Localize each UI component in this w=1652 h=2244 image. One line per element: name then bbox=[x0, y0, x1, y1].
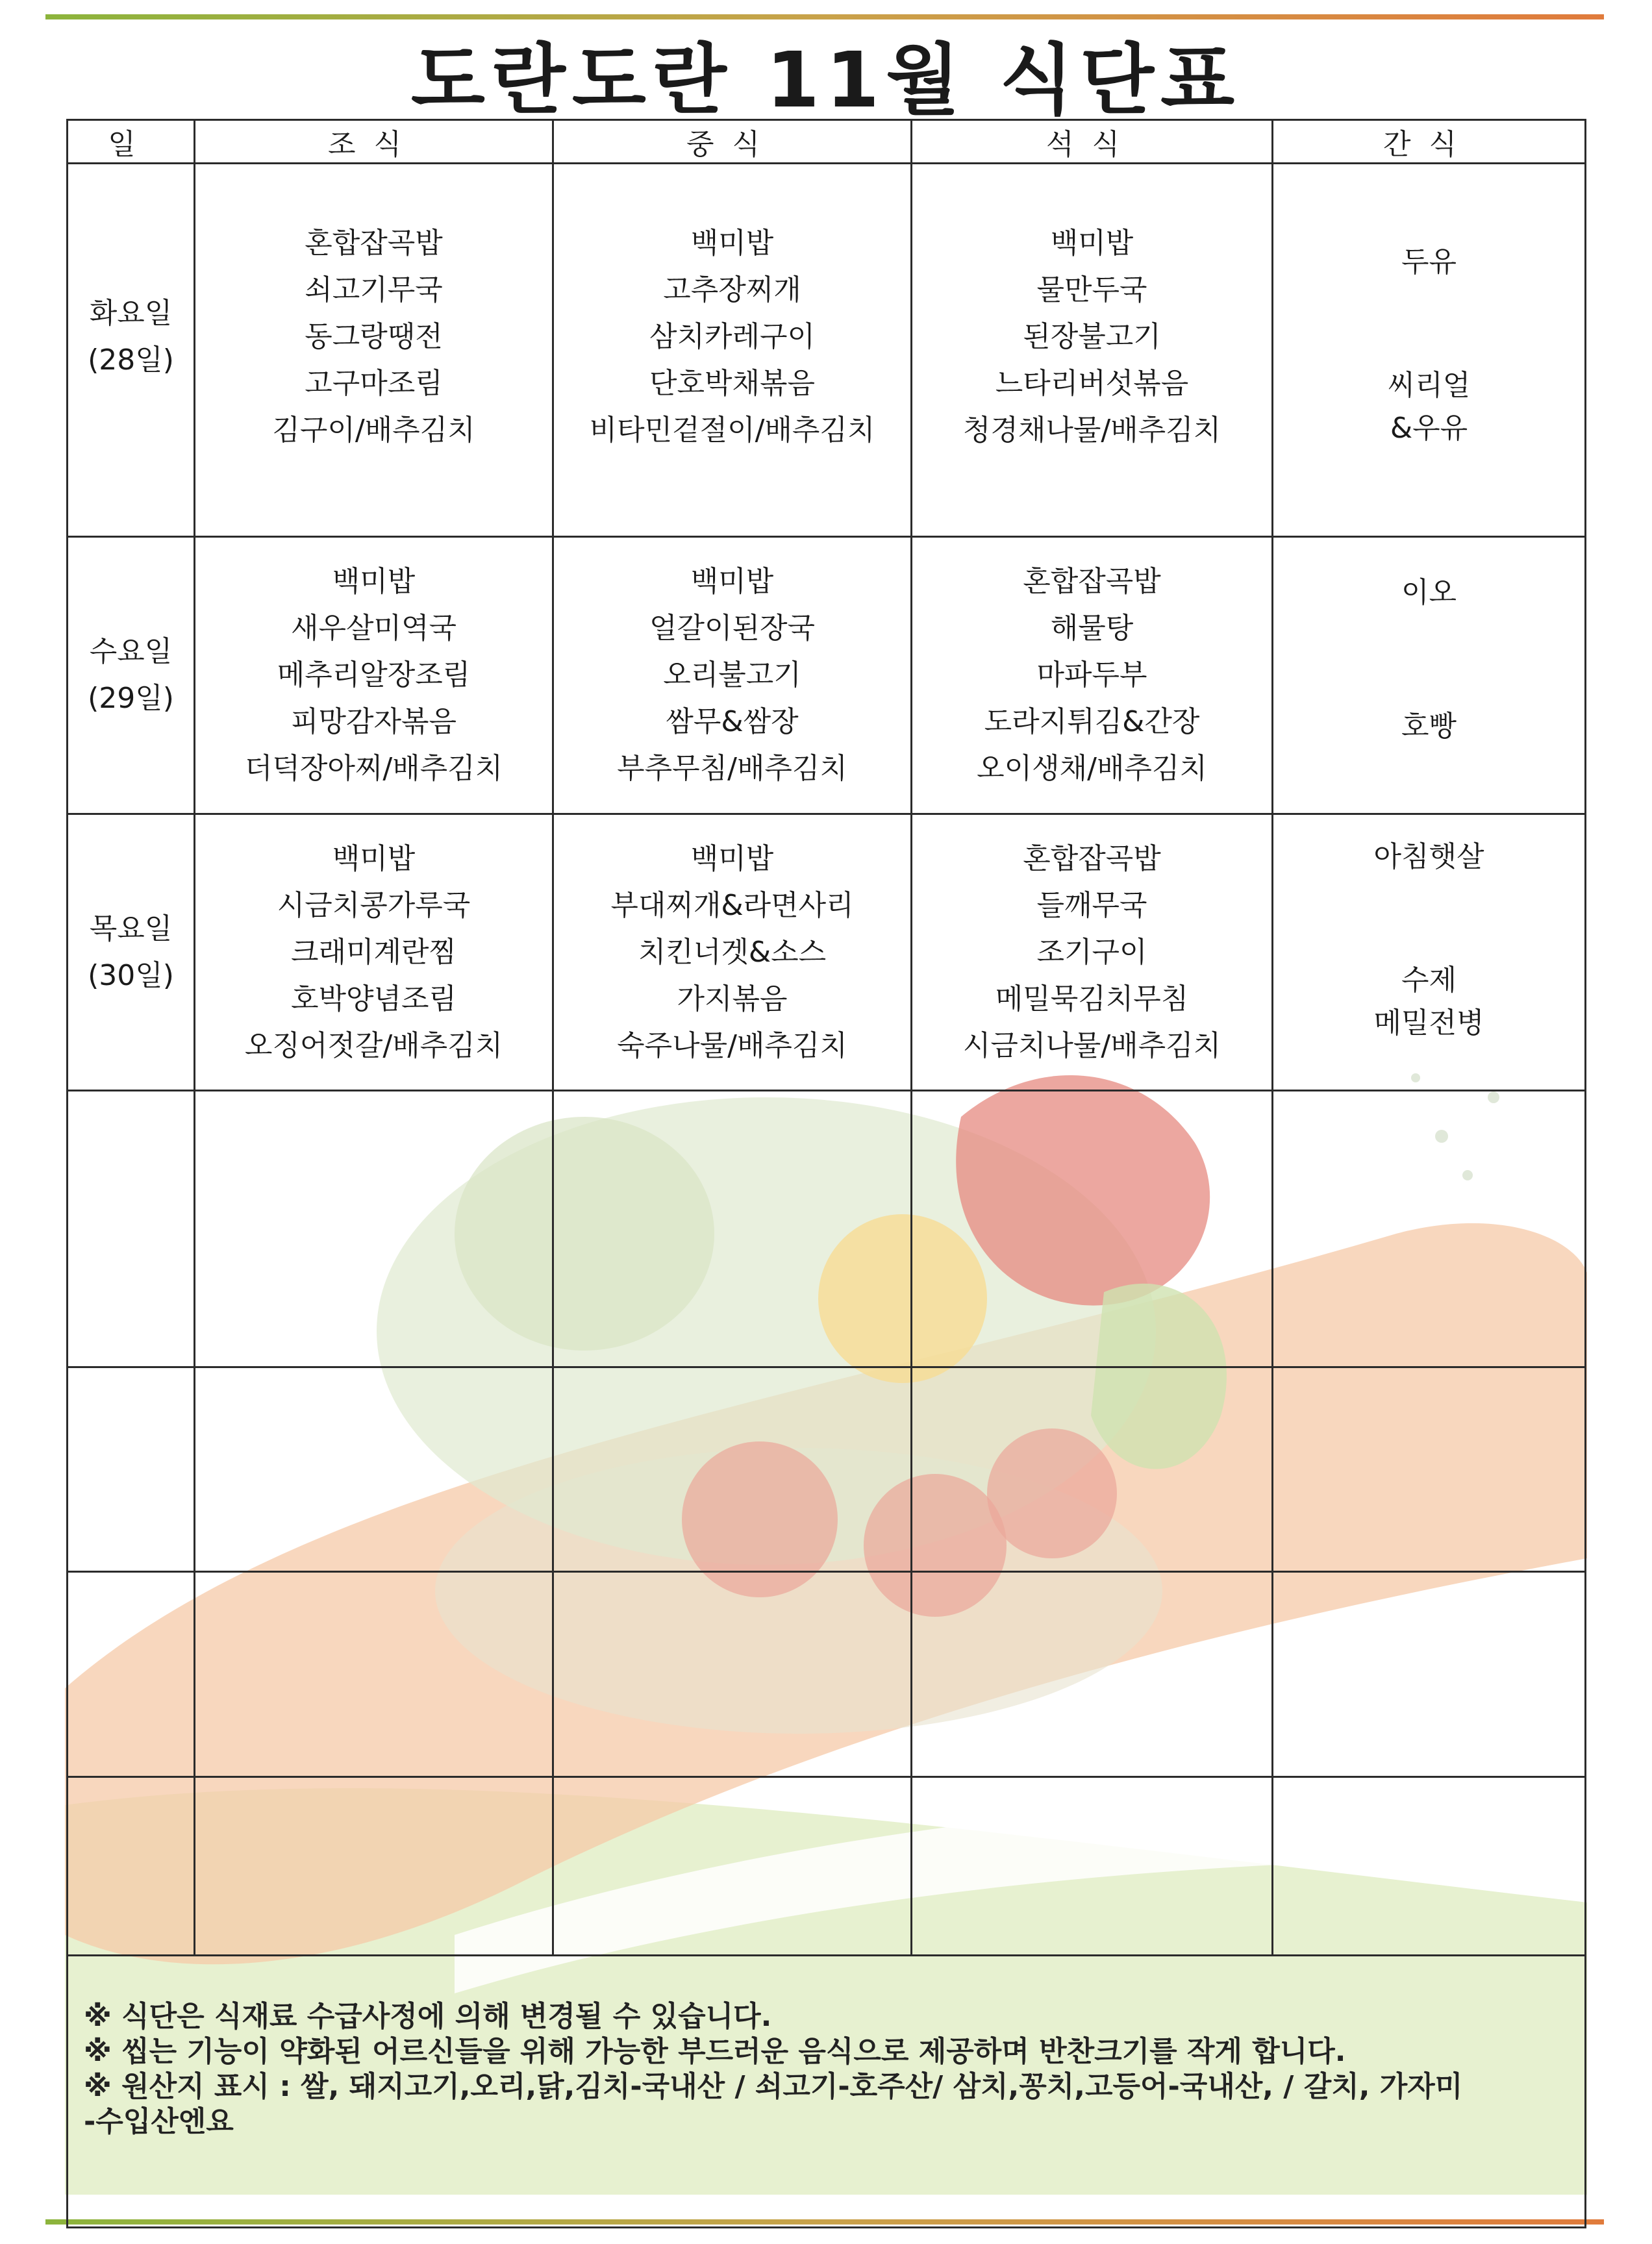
menu-item: 시금치콩가루국 bbox=[277, 888, 471, 922]
snack-item: 메밀전병 bbox=[1373, 1006, 1484, 1040]
menu-item: 메밀묵김치무침 bbox=[995, 982, 1189, 1016]
menu-item: 들깨무국 bbox=[1036, 888, 1147, 922]
header-row bbox=[68, 120, 1586, 164]
table-row bbox=[68, 164, 1586, 537]
menu-item: 백미밥 bbox=[690, 842, 774, 875]
menu-item: 백미밥 bbox=[332, 565, 416, 598]
empty-row bbox=[68, 1572, 1586, 1777]
menu-item: 가지볶음 bbox=[677, 982, 788, 1016]
menu-item: 부추무침/배추김치 bbox=[617, 752, 847, 785]
empty-row bbox=[68, 1091, 1586, 1367]
empty-cell bbox=[195, 1777, 553, 1956]
day-cell bbox=[68, 537, 195, 814]
lunch-cell bbox=[553, 814, 912, 1091]
empty-cell bbox=[553, 1367, 912, 1572]
menu-item: 조기구이 bbox=[1036, 935, 1147, 969]
menu-item: 삼치카레구이 bbox=[649, 320, 816, 353]
lunch-cell bbox=[553, 164, 912, 537]
notes-cell bbox=[68, 1956, 1586, 2228]
empty-cell bbox=[912, 1572, 1273, 1777]
menu-item: 혼합잡곡밥 bbox=[305, 227, 443, 260]
menu-item: 쇠고기무국 bbox=[305, 273, 443, 306]
menu-item: 오이생채/배추김치 bbox=[977, 752, 1207, 785]
empty-row bbox=[68, 1777, 1586, 1956]
empty-cell bbox=[912, 1091, 1273, 1367]
dinner-cell bbox=[912, 537, 1273, 814]
note-line: ※ 씹는 기능이 약화된 어르신들을 위해 가능한 부드러운 음식으로 제공하며 반찬크기를 작게 합니다. bbox=[84, 2035, 1346, 2068]
menu-item: 백미밥 bbox=[690, 227, 774, 260]
menu-item: 된장불고기 bbox=[1023, 320, 1161, 353]
empty-cell bbox=[68, 1572, 195, 1777]
menu-item: 얼갈이된장국 bbox=[649, 612, 816, 645]
menu-item: 부대찌개&라면사리 bbox=[610, 888, 854, 922]
header-snack: 간식 bbox=[1273, 120, 1586, 164]
menu-item: 해물탕 bbox=[1050, 612, 1134, 645]
dinner-cell bbox=[912, 814, 1273, 1091]
menu-item: 크래미계란찜 bbox=[290, 935, 457, 969]
snack-item: 두유 bbox=[1401, 245, 1457, 279]
menu-item: 고추장찌개 bbox=[663, 273, 801, 306]
snack-item: 호빵 bbox=[1401, 710, 1457, 743]
empty-cell bbox=[1273, 1367, 1586, 1572]
menu-item: 백미밥 bbox=[690, 565, 774, 598]
snack-cell bbox=[1273, 537, 1586, 814]
weekday-label: 화요일 bbox=[89, 297, 173, 330]
snack-item: 씨리얼 bbox=[1387, 369, 1471, 402]
snack-item: 수제 bbox=[1401, 964, 1457, 997]
dinner-cell bbox=[912, 164, 1273, 537]
note-line: ※ 식단은 식재료 수급사정에 의해 변경될 수 있습니다. bbox=[84, 2000, 772, 2033]
empty-cell bbox=[553, 1777, 912, 1956]
menu-item: 혼합잡곡밥 bbox=[1023, 842, 1161, 875]
menu-item: 호박양념조림 bbox=[290, 982, 457, 1016]
menu-item: 비타민겉절이/배추김치 bbox=[589, 414, 875, 447]
empty-cell bbox=[68, 1777, 195, 1956]
lunch-cell bbox=[553, 537, 912, 814]
snack-item: 아침햇살 bbox=[1373, 840, 1484, 873]
empty-row bbox=[68, 1367, 1586, 1572]
menu-item: 오징어젓갈/배추김치 bbox=[244, 1028, 503, 1062]
note-line: ※ 원산지 표시 : 쌀, 돼지고기,오리,닭,김치-국내산 / 쇠고기-호주산/ 삼치,꽁치,고등어-국내산, / 갈치, 가자미 bbox=[84, 2070, 1463, 2103]
header-dinner: 석식 bbox=[912, 120, 1273, 164]
empty-cell bbox=[195, 1572, 553, 1777]
header-day: 일 bbox=[68, 120, 195, 164]
breakfast-cell bbox=[195, 537, 553, 814]
menu-table bbox=[66, 119, 1586, 2228]
menu-item: 도라지튀김&간장 bbox=[984, 705, 1200, 738]
snack-cell bbox=[1273, 814, 1586, 1091]
date-label: (30일) bbox=[88, 958, 174, 992]
day-cell bbox=[68, 814, 195, 1091]
menu-item: 치킨너겟&소스 bbox=[638, 935, 827, 969]
table-row bbox=[68, 814, 1586, 1091]
notes-row bbox=[68, 1956, 1586, 2228]
menu-item: 숙주나물/배추김치 bbox=[617, 1028, 847, 1062]
menu-item: 시금치나물/배추김치 bbox=[962, 1028, 1221, 1062]
empty-cell bbox=[1273, 1777, 1586, 1956]
empty-cell bbox=[68, 1091, 195, 1367]
header-breakfast: 조식 bbox=[195, 120, 553, 164]
header-lunch: 중식 bbox=[553, 120, 912, 164]
menu-item: 동그랑땡전 bbox=[305, 320, 443, 353]
empty-cell bbox=[1273, 1572, 1586, 1777]
date-label: (28일) bbox=[88, 343, 174, 377]
day-cell bbox=[68, 164, 195, 537]
snack-item: 이오 bbox=[1401, 576, 1457, 609]
empty-cell bbox=[68, 1367, 195, 1572]
menu-item: 청경채나물/배추김치 bbox=[962, 414, 1221, 447]
table-row bbox=[68, 537, 1586, 814]
menu-item: 단호박채볶음 bbox=[649, 367, 816, 400]
menu-item: 쌈무&쌈장 bbox=[666, 705, 799, 738]
note-line: -수입산엔요 bbox=[84, 2105, 234, 2138]
weekday-label: 수요일 bbox=[89, 635, 173, 668]
snack-item: &우유 bbox=[1390, 412, 1468, 445]
menu-item: 더덕장아찌/배추김치 bbox=[244, 752, 503, 785]
breakfast-cell bbox=[195, 814, 553, 1091]
menu-item: 혼합잡곡밥 bbox=[1023, 565, 1161, 598]
empty-cell bbox=[1273, 1091, 1586, 1367]
date-label: (29일) bbox=[88, 682, 174, 715]
weekday-label: 목요일 bbox=[89, 912, 173, 945]
snack-cell bbox=[1273, 164, 1586, 537]
page-title: 도란도란 11월 식단표 bbox=[410, 35, 1242, 125]
menu-item: 메추리알장조림 bbox=[277, 658, 471, 692]
empty-cell bbox=[912, 1777, 1273, 1956]
menu-item: 피망감자볶음 bbox=[290, 705, 457, 738]
empty-cell bbox=[195, 1091, 553, 1367]
menu-item: 백미밥 bbox=[332, 842, 416, 875]
breakfast-cell bbox=[195, 164, 553, 537]
menu-item: 김구이/배추김치 bbox=[272, 414, 475, 447]
menu-item: 마파두부 bbox=[1036, 658, 1147, 692]
empty-cell bbox=[912, 1367, 1273, 1572]
menu-item: 물만두국 bbox=[1036, 273, 1147, 306]
menu-item: 느타리버섯볶음 bbox=[995, 367, 1189, 400]
empty-cell bbox=[553, 1572, 912, 1777]
menu-item: 오리불고기 bbox=[663, 658, 801, 692]
empty-cell bbox=[195, 1367, 553, 1572]
empty-cell bbox=[553, 1091, 912, 1367]
menu-item: 새우살미역국 bbox=[290, 612, 457, 645]
menu-item: 고구마조림 bbox=[305, 367, 443, 400]
menu-item: 백미밥 bbox=[1050, 227, 1134, 260]
